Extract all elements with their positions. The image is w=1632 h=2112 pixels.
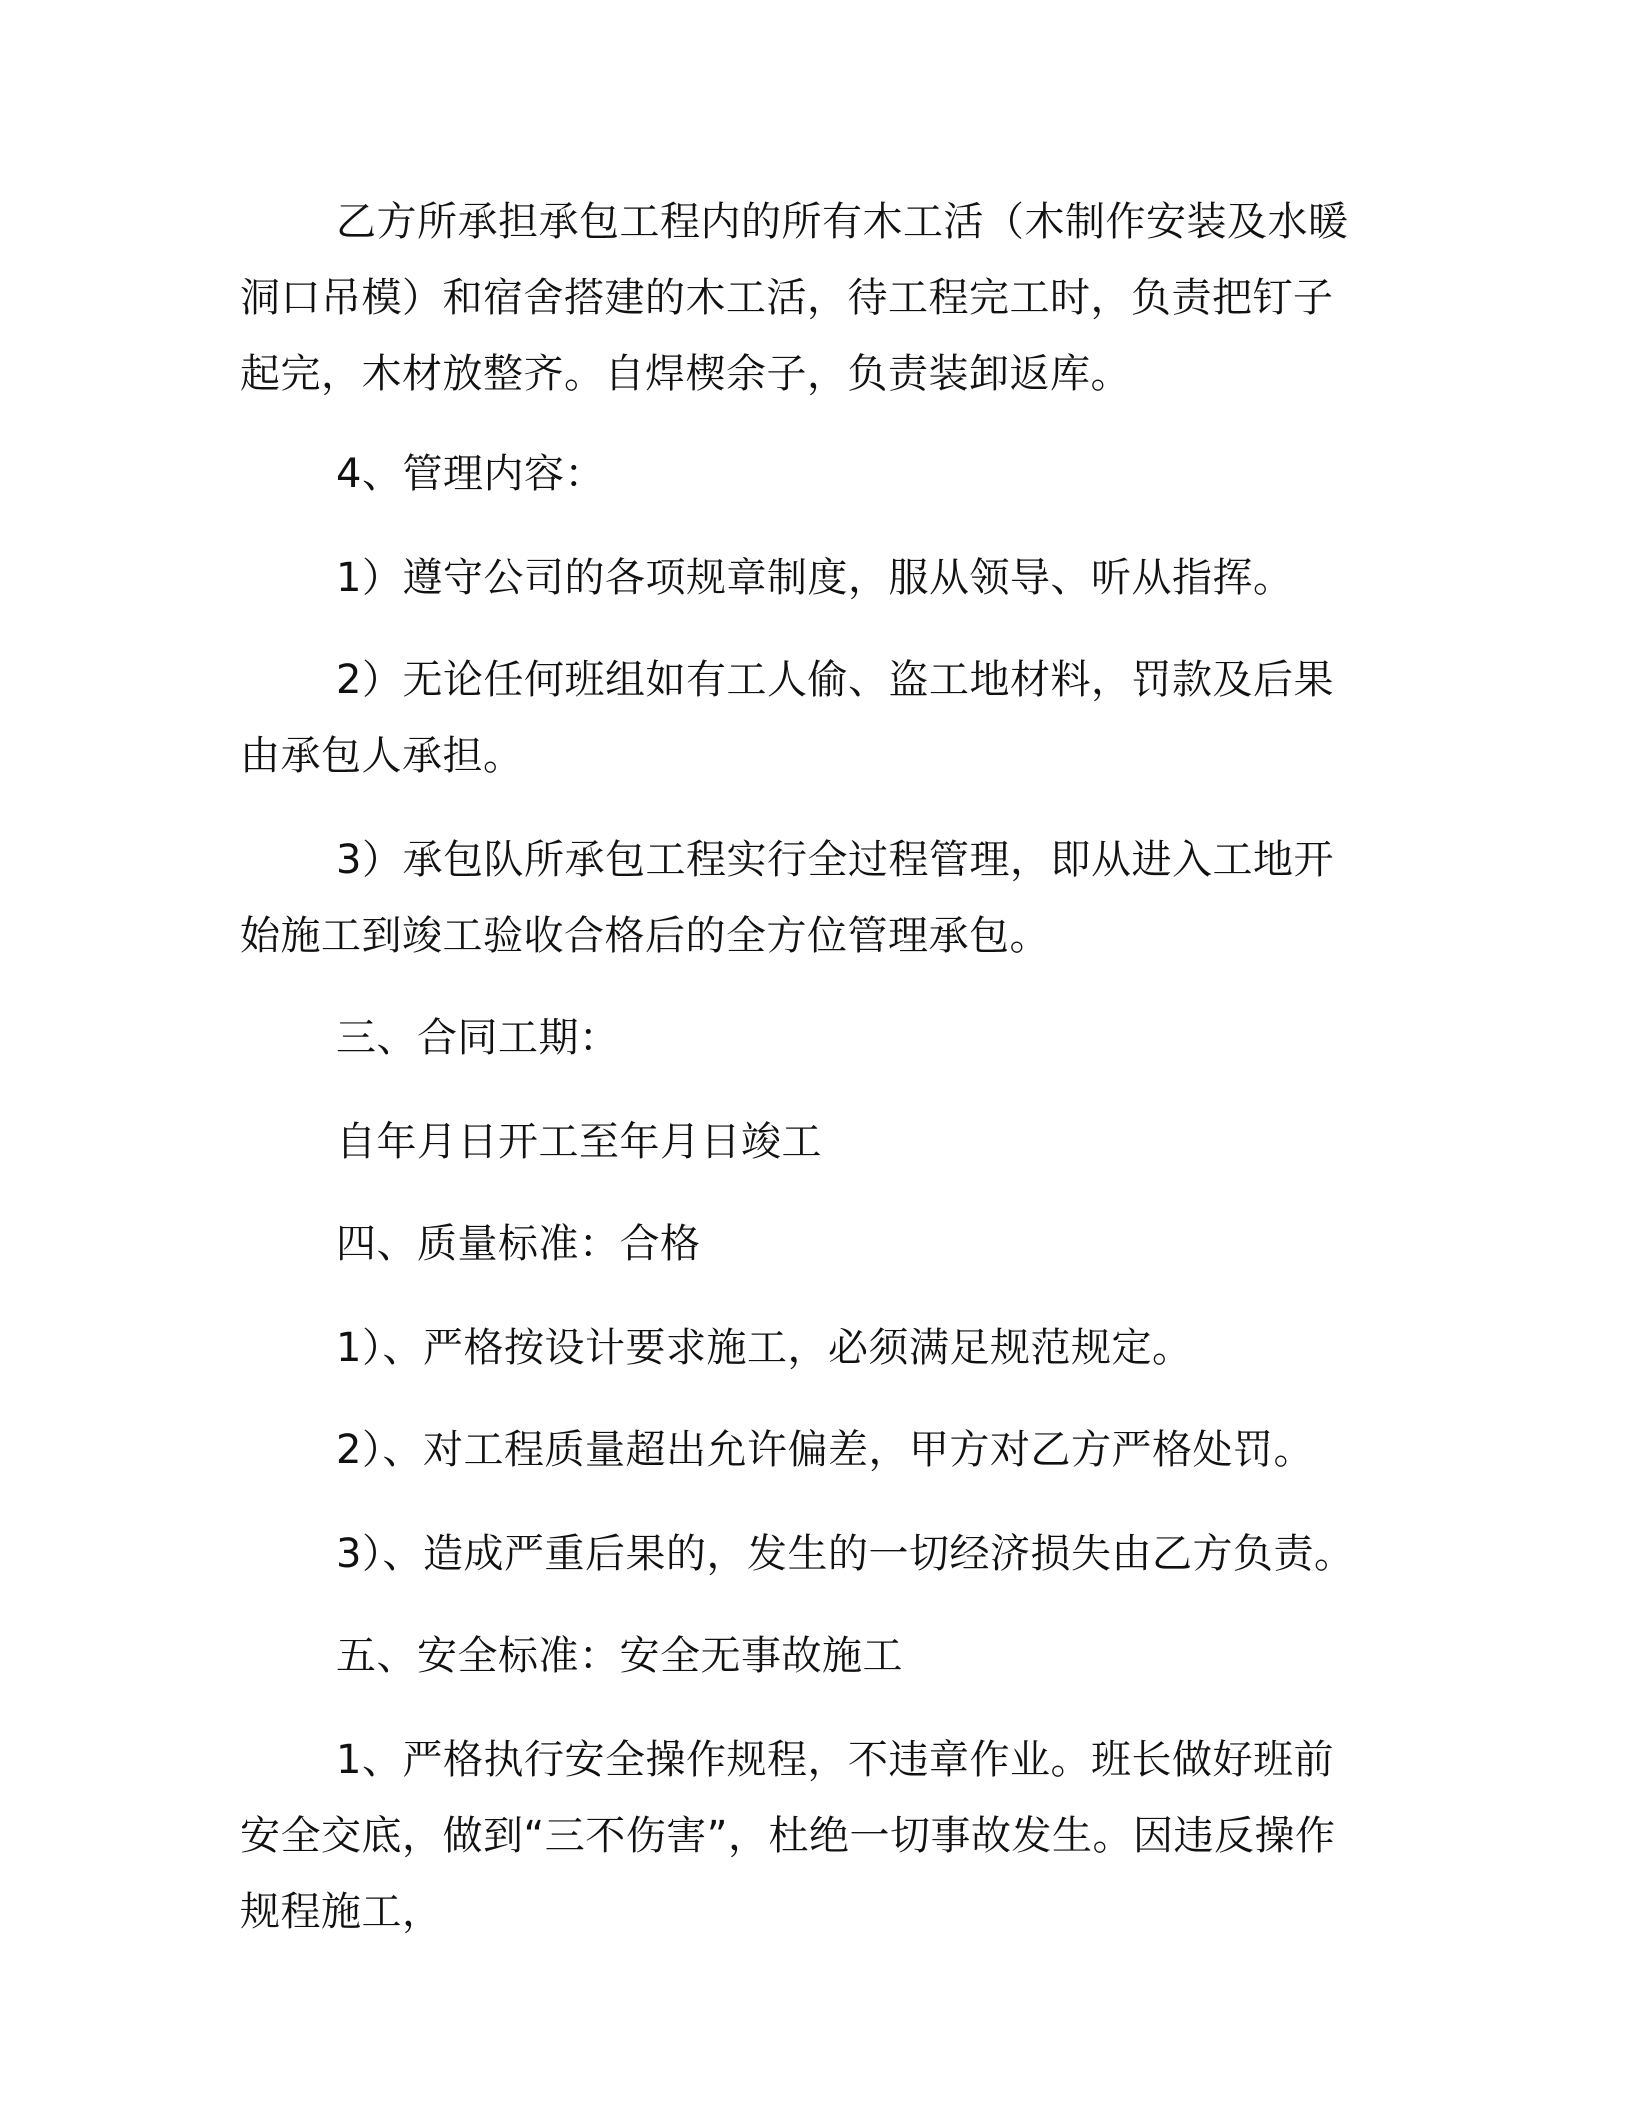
paragraph-quality-item-3: 3）、造成严重后果的，发生的一切经济损失由乙方负责。 [336,1531,1355,1577]
section-contract-period-heading: 三、合同工期： [336,1015,620,1061]
paragraph-management-item-2: 2）无论任何班组如有工人偷、盗工地材料，罚款及后果由承包人承担。 [240,657,1334,779]
section-quality-standard-heading: 四、质量标准：合格 [336,1221,701,1267]
paragraph-quality-item-2: 2）、对工程质量超出允许偏差，甲方对乙方严格处罚。 [336,1427,1314,1473]
section-safety-standard-heading: 五、安全标准：安全无事故施工 [336,1633,903,1679]
paragraph-quality-item-1: 1）、严格按设计要求施工，必须满足规范规定。 [336,1325,1193,1371]
paragraph-contract-period: 自年月日开工至年月日竣工 [336,1119,822,1165]
paragraph-safety-item-1: 1、严格执行安全操作规程，不违章作业。班长做好班前安全交底，做到“三不伤害”，杜绝一切事故发生。因违反操作规程施工， [240,1737,1336,1935]
paragraph-carpentry-scope: 乙方所承担承包工程内的所有木工活（木制作安装及水暖洞口吊模）和宿舍搭建的木工活，待工程完工时，负责把钉子起完，木材放整齐。自焊楔余子，负责装卸返库。 [240,199,1349,397]
paragraph-management-heading: 4、管理内容： [336,451,605,497]
paragraph-management-item-1: 1）遵守公司的各项规章制度，服从领导、听从指挥。 [336,555,1294,601]
paragraph-management-item-3: 3）承包队所承包工程实行全过程管理，即从进入工地开始施工到竣工验收合格后的全方位管理承包。 [240,837,1334,959]
